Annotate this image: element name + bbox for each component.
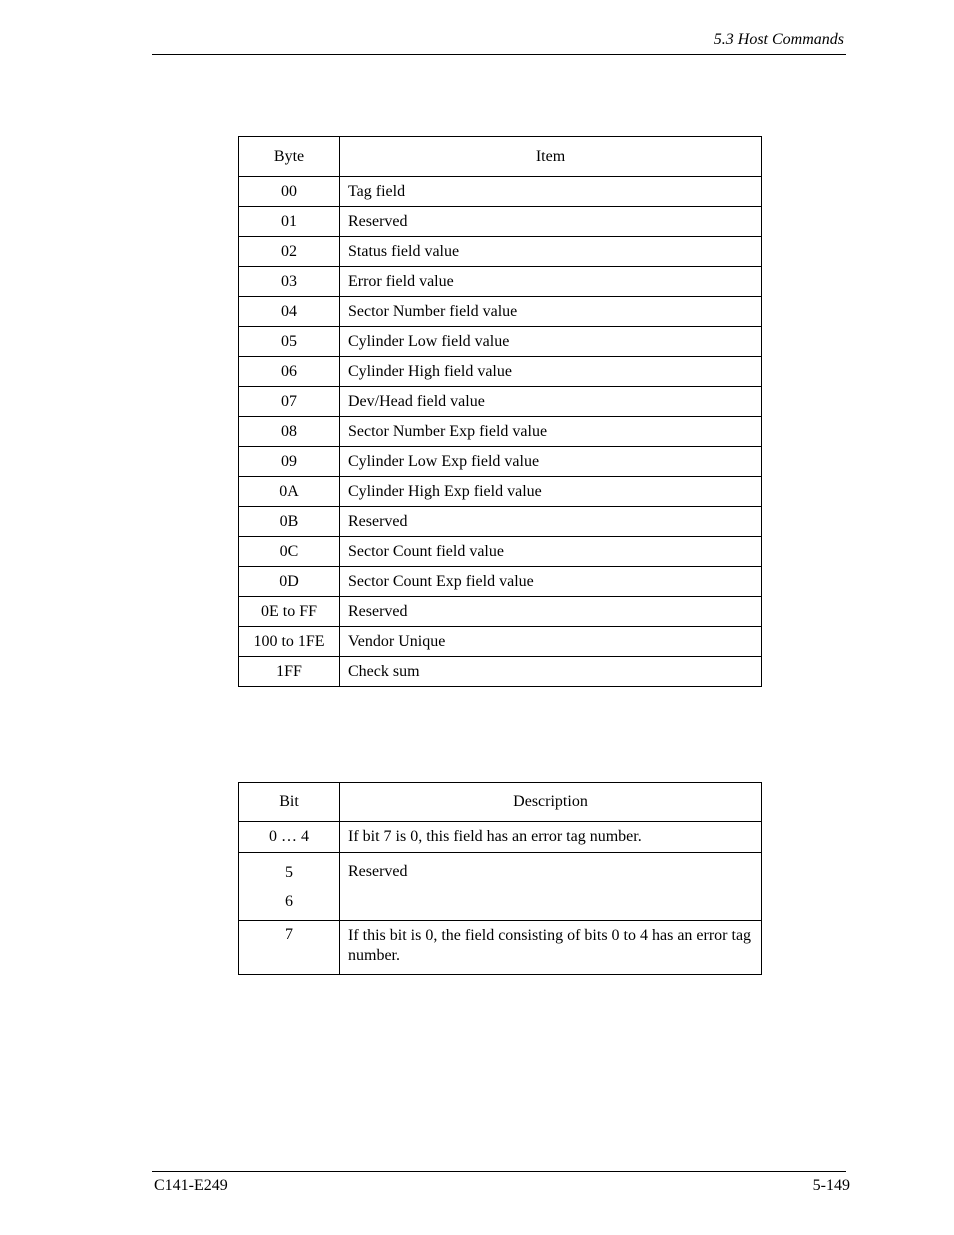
byte-cell: 0E to FF	[239, 597, 340, 627]
byte-table	[238, 136, 762, 687]
header-rule	[152, 54, 846, 55]
description-cell: If this bit is 0, the field consisting of bits 0 to 4 has an error tag number.	[340, 921, 762, 975]
table-row	[239, 297, 762, 327]
byte-cell: 1FF	[239, 657, 340, 687]
table-row	[239, 207, 762, 237]
byte-cell: 00	[239, 177, 340, 207]
table-row	[239, 853, 762, 921]
description-cell: If bit 7 is 0, this field has an error tag number.	[340, 822, 762, 853]
item-cell: Reserved	[340, 597, 762, 627]
byte-cell: 0C	[239, 537, 340, 567]
bit-cell: 0 … 4	[239, 822, 340, 853]
item-cell: Sector Count Exp field value	[340, 567, 762, 597]
item-cell: Sector Number field value	[340, 297, 762, 327]
byte-cell: 01	[239, 207, 340, 237]
item-cell: Cylinder High field value	[340, 357, 762, 387]
byte-cell: 02	[239, 237, 340, 267]
column-header-description: Description	[340, 783, 762, 822]
page-number: 5-149	[812, 1177, 850, 1194]
item-cell: Dev/Head field value	[340, 387, 762, 417]
item-cell: Tag field	[340, 177, 762, 207]
byte-cell: 0A	[239, 477, 340, 507]
table-row	[239, 357, 762, 387]
byte-cell: 04	[239, 297, 340, 327]
byte-cell: 0D	[239, 567, 340, 597]
byte-cell: 06	[239, 357, 340, 387]
table-row	[239, 417, 762, 447]
bit-cell	[239, 853, 340, 921]
item-cell: Error field value	[340, 267, 762, 297]
byte-cell: 100 to 1FE	[239, 627, 340, 657]
document-id: C141-E249	[154, 1177, 228, 1194]
bit-table	[238, 782, 762, 975]
bit-cell: 7	[239, 921, 340, 975]
item-cell: Sector Count field value	[340, 537, 762, 567]
table-row	[239, 627, 762, 657]
table-row	[239, 387, 762, 417]
column-header-bit: Bit	[239, 783, 340, 822]
table-row	[239, 477, 762, 507]
item-cell: Status field value	[340, 237, 762, 267]
byte-cell: 0B	[239, 507, 340, 537]
item-cell: Reserved	[340, 507, 762, 537]
table-row	[239, 537, 762, 567]
byte-cell: 08	[239, 417, 340, 447]
item-cell: Cylinder Low field value	[340, 327, 762, 357]
byte-cell: 09	[239, 447, 340, 477]
table-row	[239, 177, 762, 207]
table-row	[239, 921, 762, 975]
column-header-item: Item	[340, 137, 762, 177]
table-row	[239, 822, 762, 853]
running-header: 5.3 Host Commands	[713, 31, 844, 48]
table-row	[239, 657, 762, 687]
table-row	[239, 507, 762, 537]
item-cell: Reserved	[340, 207, 762, 237]
footer-rule	[152, 1171, 846, 1172]
bit-value: 5	[285, 864, 293, 881]
item-cell: Cylinder High Exp field value	[340, 477, 762, 507]
table-row	[239, 567, 762, 597]
table-header-row	[239, 137, 762, 177]
table-row	[239, 597, 762, 627]
table-row	[239, 327, 762, 357]
byte-cell: 05	[239, 327, 340, 357]
item-cell: Cylinder Low Exp field value	[340, 447, 762, 477]
table-header-row	[239, 783, 762, 822]
byte-cell: 03	[239, 267, 340, 297]
description-cell: Reserved	[340, 853, 762, 921]
byte-cell: 07	[239, 387, 340, 417]
table-row	[239, 237, 762, 267]
item-cell: Vendor Unique	[340, 627, 762, 657]
item-cell: Sector Number Exp field value	[340, 417, 762, 447]
column-header-byte: Byte	[239, 137, 340, 177]
table-row	[239, 267, 762, 297]
item-cell: Check sum	[340, 657, 762, 687]
bit-value: 6	[285, 893, 293, 910]
table-row	[239, 447, 762, 477]
